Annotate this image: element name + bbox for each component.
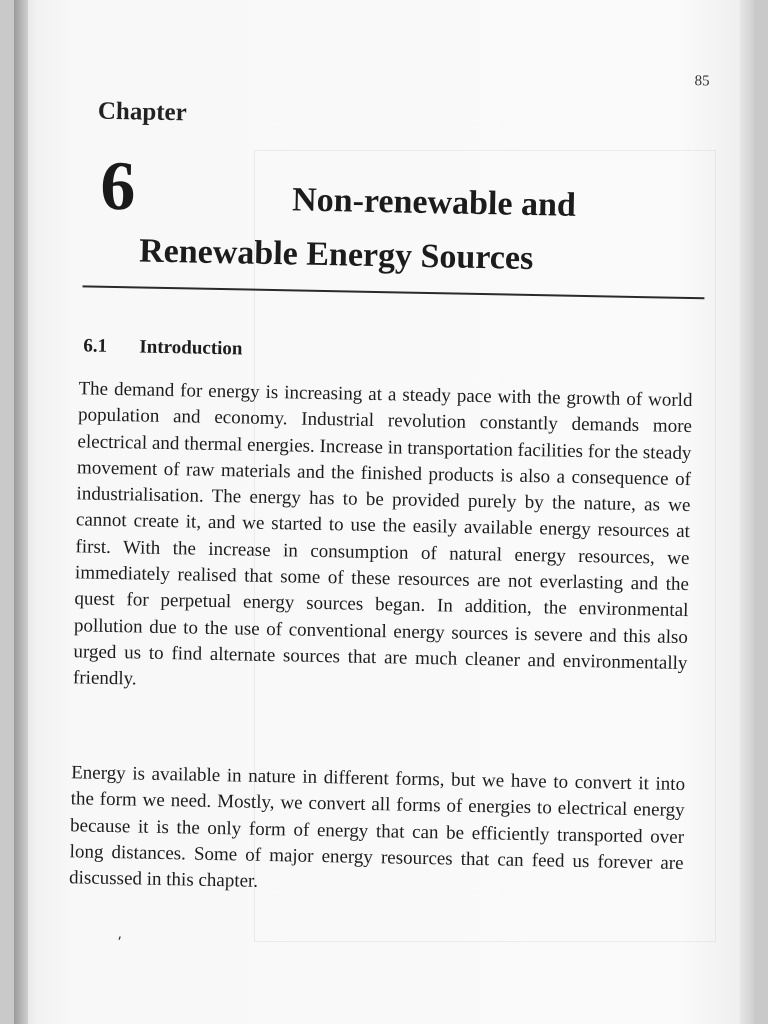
book-page — [14, 0, 754, 1024]
title-underline — [82, 285, 704, 299]
paragraph-introduction: The demand for energy is increasing at a steady pace with the growth of world population and economy. Industrial revolution constantly demands more electrical and thermal energies. Increase in transportation facilities for the steady movement of raw materials and the finished products is also a consequence of industrialisation. The energy has to be provided purely by the nature, as we cannot create it, and we started to use the easily available energy resources at first. With the increase in consumption of natural energy resources, we immediately realised that some of these resources are not everlasting and the quest for perpetual energy sources began. In addition, the environmental pollution due to the use of conventional energy sources is severe and this also urged us to find alternate sources that are much cleaner and environmentally friendly. — [72, 378, 693, 690]
chapter-title-line-2: Renewable Energy Sources — [138, 232, 534, 278]
page-content — [14, 0, 754, 1024]
paragraph-energy-forms: Energy is available in nature in different forms, but we have to convert it into the form we need. Mostly, we convert all forms of energies to electrical energy because it is the only form of energy that can be efficiently transported over long distances. Some of major energy resources that can feed us forever are discussed in this chapter. — [68, 762, 686, 893]
section-number: 6.1 — [83, 335, 108, 357]
page-number: 85 — [694, 73, 710, 90]
chapter-title-line-1: Non-renewable and — [291, 181, 577, 224]
chapter-number: 6 — [99, 147, 137, 226]
section-title: Introduction — [139, 336, 243, 360]
section-heading — [83, 335, 243, 360]
stray-ink-mark: ⸴ — [117, 929, 122, 945]
chapter-label: Chapter — [97, 97, 188, 127]
